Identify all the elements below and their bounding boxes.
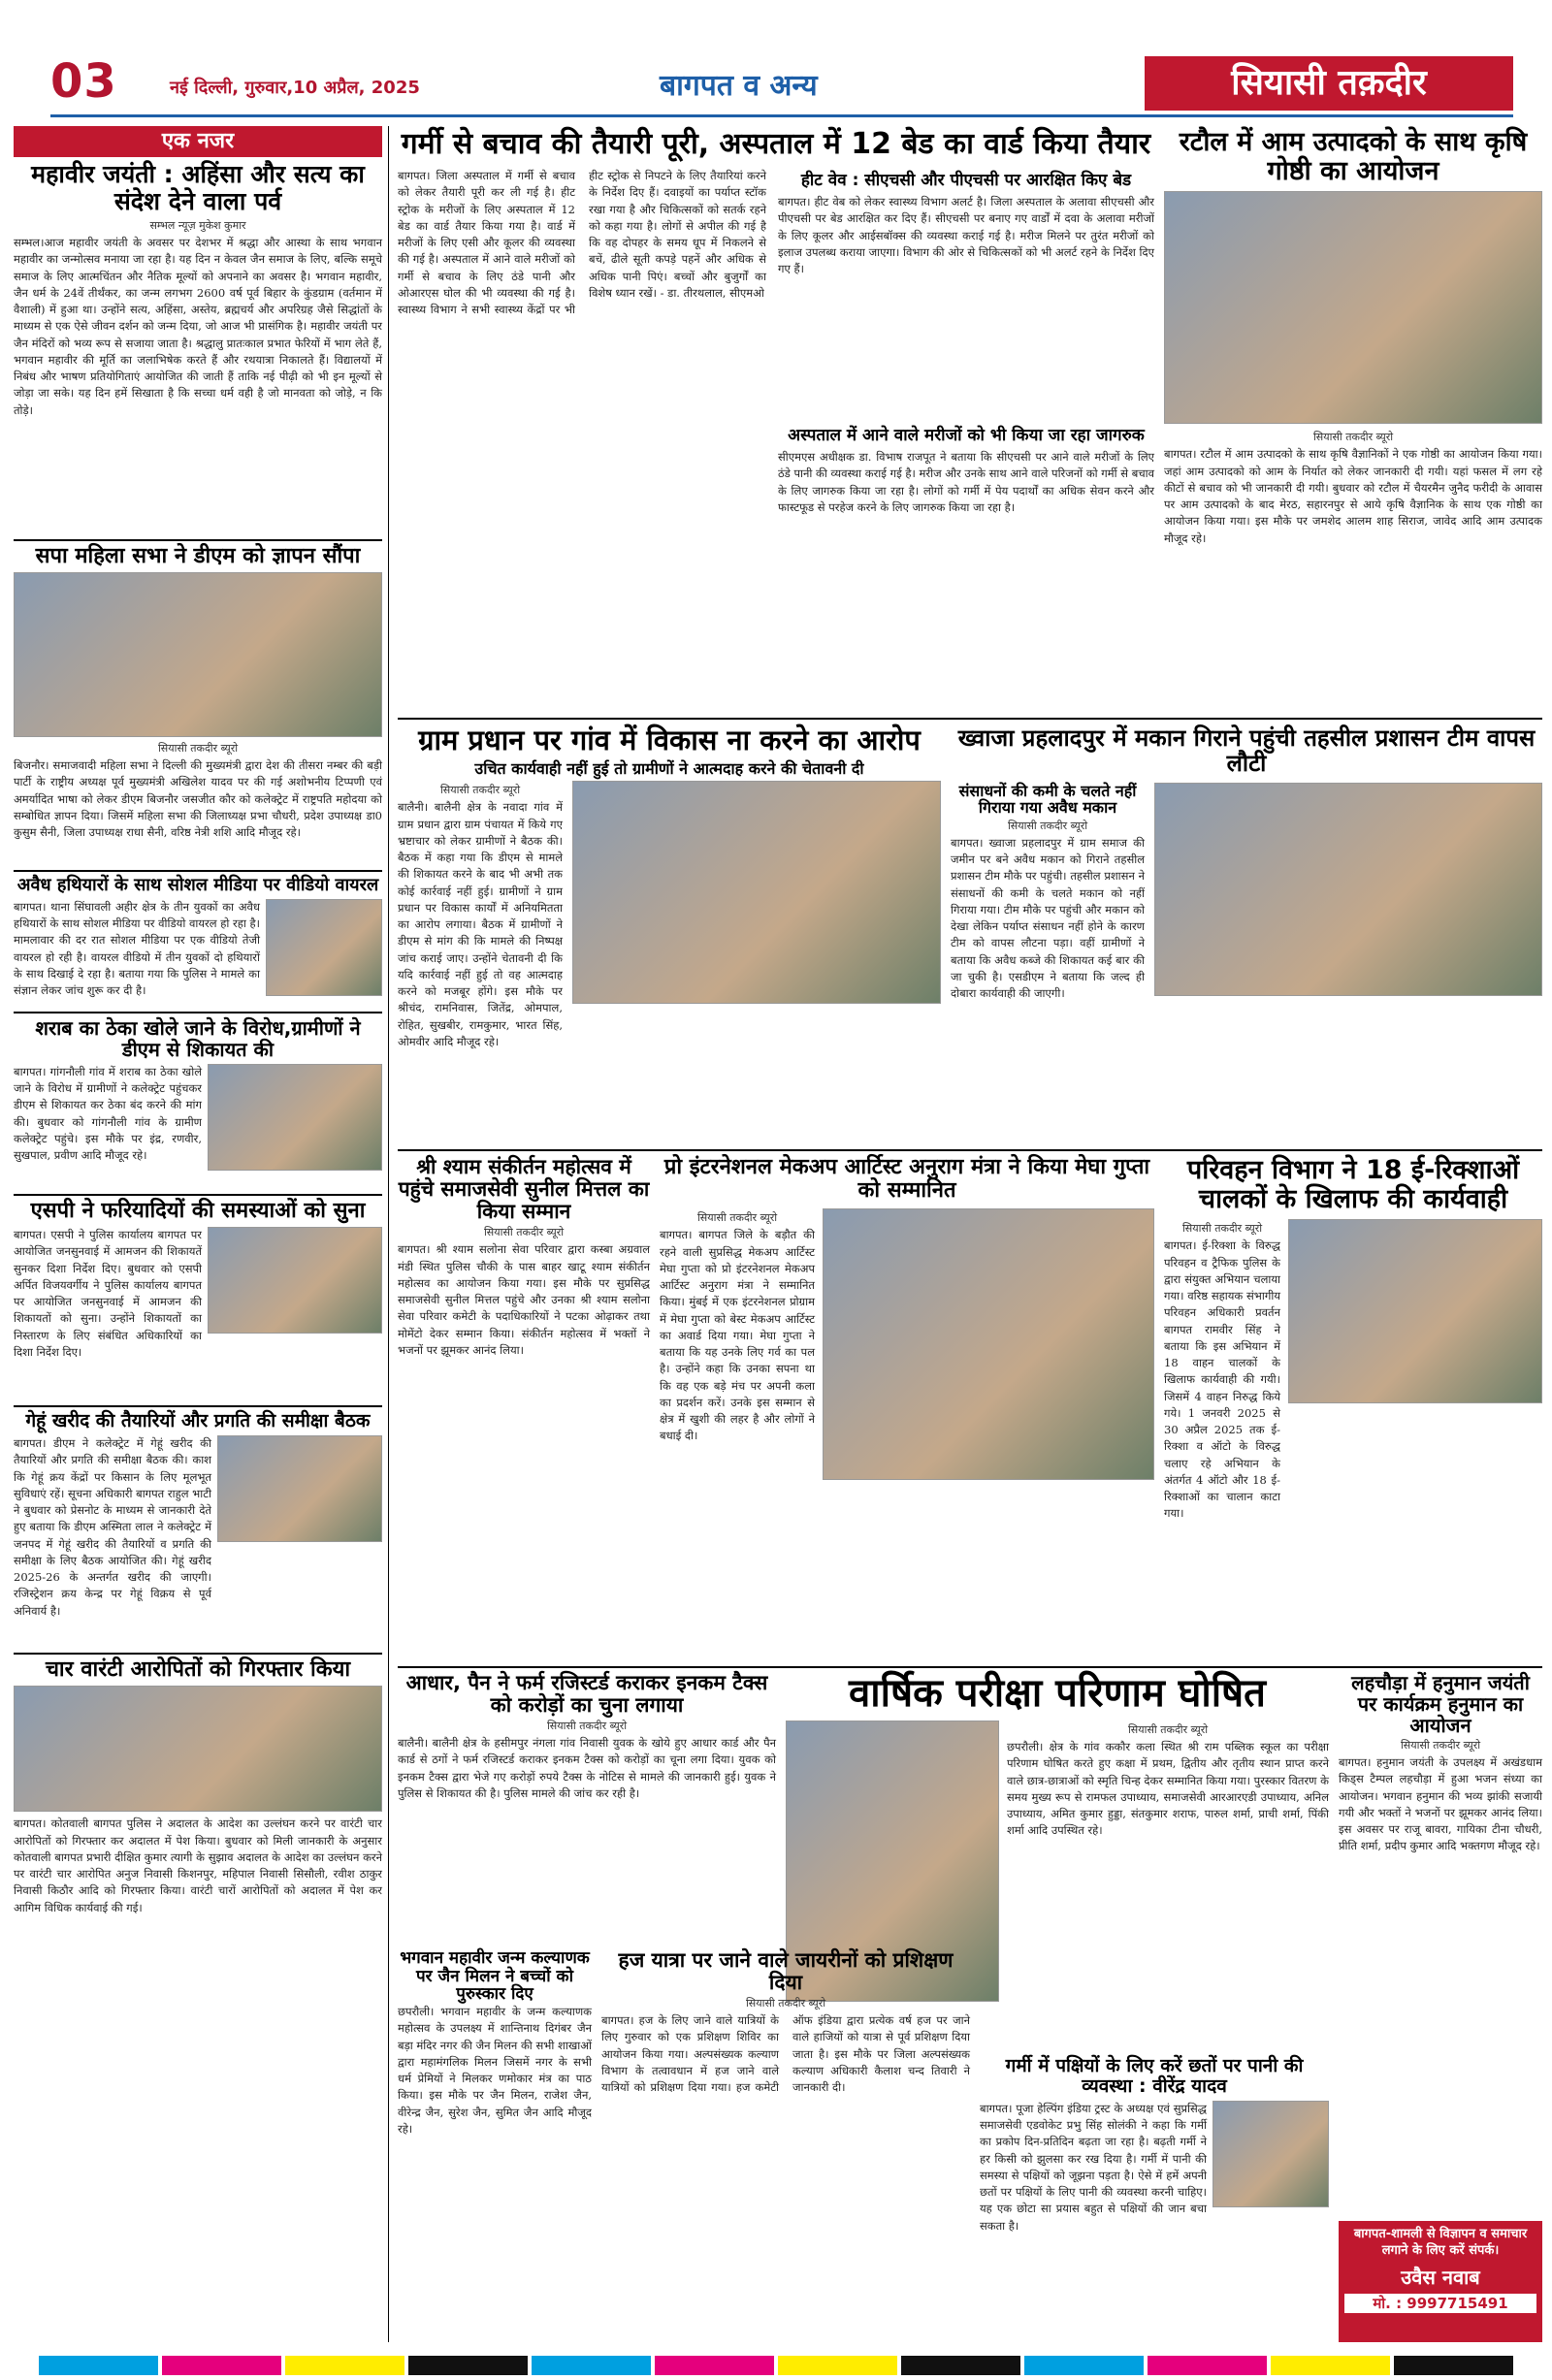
news-photo	[1154, 783, 1542, 996]
color-swatch	[1271, 2356, 1390, 2375]
lead-story	[398, 128, 1154, 710]
sub-headline: संसाधनों की कमी के चलते नहीं गिराया गया अवैध मकान	[958, 781, 1137, 818]
article-title: लहचौड़ा में हनुमान जयंती पर कार्यक्रम हनुमान का आयोजन	[1351, 1671, 1530, 1737]
byline: सियासी तकदीर ब्यूरो	[1181, 1222, 1263, 1236]
byline: सियासी तकदीर ब्यूरो	[483, 1226, 565, 1239]
row-divider	[398, 718, 1542, 720]
color-swatch	[901, 2356, 1020, 2375]
article-title: आधार, पैन ने फर्म रजिस्टर्ड कराकर इनकम टैक्स को करोड़ों का चुना लगाया	[405, 1671, 768, 1718]
byline: सियासी तकदीर ब्यूरो	[439, 784, 521, 797]
color-swatch	[408, 2356, 528, 2375]
masthead-divider	[50, 114, 1513, 117]
byline: सियासी तकदीर ब्यूरो	[1400, 1739, 1481, 1752]
byline: सियासी तकदीर ब्यूरो	[1007, 819, 1088, 832]
article-body: बागपत। डीएम ने कलेक्ट्रेट में गेहूं खरीद की तैयारियों और प्रगति की समीक्षा बैठक की। काश कि गेहूं क्रय केंद्रों पर किसान के लिए मूलभूत सुविधाएं रहें। सूचना अधिकारी बागपत राहुल भाटी ने बुधवार को प्रेसनोट के माध्यम से जानकारी देते हुए बताया कि डीएम अस्मिता लाल ने कलेक्ट्रेट में जनपद में गेहूं खरीद की तैयारियों व प्रगति की समीक्षा के लिए बैठक आयोजित की। गेहूं खरीद 2025-26 के अन्तर्गत खरीद की जाएगी। रजिस्ट्रेशन क्रय केन्द्र पर गेहूं विक्रय से पूर्व अनिवार्य है।	[14, 1436, 211, 1618]
news-photo	[14, 1686, 382, 1812]
color-swatch	[532, 2356, 651, 2375]
article-body: बागपत। गांगनौली गांव में शराब का ठेका खोले जाने के विरोध में ग्रामीणों ने कलेक्ट्रेट पहुंचकर डीएम से शिकायत कर ठेका बंद करने की मांग की। बुधवार को गांगनौली गांव के ग्रामीण कलेक्ट्रेट पहुंचे। इस मौके पर इंद्र, रणवीर, सुखपाल, प्रवीण आदि मौजूद रहे।	[14, 1064, 202, 1163]
lead-headline: गर्मी से बचाव की तैयारी पूरी, अस्पताल में 12 बेड का वार्ड किया तैयार	[401, 127, 1151, 161]
article-title: हज यात्रा पर जाने वाले जायरीनों को प्रशिक्षण दिया	[618, 1948, 954, 1995]
article-body: सम्भल।आज महावीर जयंती के अवसर पर देशभर में श्रद्धा और आस्था के साथ भगवान महावीर का जन्मोत्सव मनाया जा रहा है। यह दिन न केवल जैन समाज के लिए, बल्कि समूचे समाज के लिए आत्मचिंतन और नैतिक मूल्यों को अपनाने का अवसर है। भगवान महावीर, जैन धर्म के 24वें तीर्थंकर, का जन्म लगभग 2600 वर्ष पूर्व बिहार के कुंडग्राम (वर्तमान में वैशाली) में हुआ था। उन्होंने सत्य, अहिंसा, अस्तेय, ब्रह्मचर्य और अपरिग्रह जैसे सिद्धांतों के माध्यम से एक ऐसे जीवन दर्शन को जन्म दिया, जो आज भी प्रासंगिक है। महावीर जयंती पर जैन मंदिरों को भव्य रूप से सजाया जाता है। श्रद्धालु प्रातःकाल प्रभात फेरियों में भाग लेते हैं, भगवान महावीर की मूर्ति का जलाभिषेक करते हैं और रथयात्रा निकालते हैं। विद्यालयों में निबंध और भाषण प्रतियोगिताएं आयोजित की जाती हैं ताकि नई पीढ़ी को भी इन मूल्यों से जोड़ा जा सके। यह दिन हमें सिखाता है कि सच्चा धर्म वही है जो मानवता को जोड़े, न कि तोड़े।	[14, 236, 382, 417]
color-swatch	[778, 2356, 897, 2375]
news-photo	[266, 899, 382, 996]
article-body: बागपत। थाना सिंघावली अहीर क्षेत्र के तीन युवकों का अवैध हथियारों के साथ सोशल मीडिया पर वीडियो वायरल हो रहा है। मामलावार की दर रात सोशल मीडिया पर एक वीडियो तेजी वायरल हो रही है। वायरल वीडियो में तीन युवकों दो हथियारों के साथ दिखाई दे रहा है। बताया गया कि पुलिस ने मामले का संज्ञान लेकर जांच शुरू कर दी है।	[14, 899, 260, 998]
article-body: बागपत। हनुमान जयंती के उपलक्ष्य में अखंडधाम किड्स टैम्पल लहचौड़ा में हुआ भजन संध्या का आयोजन। भगवान हनुमान की भव्य झांकी सजायी गयी और भक्तों ने भजनों पर झूमकर आनंद लिया। इस अवसर पर राजू बावरा, गायिका टीना चौधरी, प्रीति शर्मा, प्रदीप कुमार आदि भक्तगण मौजूद रहे।	[1339, 1755, 1542, 1853]
article-body: बालैनी। बालैनी क्षेत्र के हसीमपुर नंगला गांव निवासी युवक के खोये हुए आधार कार्ड और पैन कार्ड से ठगों ने फर्म रजिस्टर्ड कराकर इनकम टैक्स को करोड़ों का चूना लगा दिया। युवक को इनकम टैक्स द्वारा भेजे गए करोड़ों रुपये टैक्स के नोटिस से मामले की जानकारी हुई। युवक ने पुलिस से शिकायत की है। पुलिस मामले की जांच कर रही है।	[398, 1736, 776, 1800]
pradhan-story	[398, 725, 941, 1142]
news-photo	[208, 1227, 382, 1334]
hanuman-story	[1339, 1672, 1542, 2215]
eriksha-story	[1164, 1156, 1542, 1660]
article-body: बागपत। श्री श्याम सलोना सेवा परिवार द्वारा कस्बा अग्रवाल मंडी स्थित पुलिस चौकी के पास बाहर खाटू श्याम संकीर्तन महोत्सव का आयोजन किया गया। इस मौके पर सुप्रसिद्ध समाजसेवी सुनील मित्तल पहुंचे और उनका श्री श्याम सलोना सेवा परिवार कमेटी के पदाधिकारियों ने पटका ओढ़ाकर तथा मोमेंटो देकर सम्मान किया। संकीर्तन महोत्सव में भक्तों ने भजनों पर झूमकर आनंद लिया।	[398, 1242, 650, 1357]
makeup-story	[660, 1156, 1154, 1660]
article-body: बागपत। ख्वाजा प्रहलादपुर में ग्राम समाज की जमीन पर बने अवैध मकान को गिराने तहसील प्रशासन टीम मौके पर पहुंची। तहसील प्रशासन ने संसाधनों की कमी के चलते मकान को नहीं गिराया गया। टीम मौके पर पहुंची और मकान को देखा लेकिन पर्याप्त संसाधन नहीं होने के कारण टीम को वापस लौटना पड़ा। वहीं ग्रामीणों ने बताया कि अवैध कब्जे की शिकायत कई बार की जा चुकी है। एसडीएम ने बताया कि जल्द ही दोबारा कार्यवाही की जाएगी।	[951, 835, 1145, 1001]
article-title: रटौल में आम उत्पादको के साथ कृषि गोष्ठी का आयोजन	[1179, 127, 1528, 186]
article-title: चार वारंटी आरोपितों को गिरफ्तार किया	[14, 1653, 382, 1682]
column-divider	[388, 126, 389, 2342]
byline: सियासी तकदीर ब्यूरो	[1127, 1723, 1209, 1736]
article-title: ग्राम प्रधान पर गांव में विकास ना करने का आरोप	[418, 724, 921, 756]
article-title: परिवहन विभाग ने 18 ई-रिक्शाओं चालकों के खिलाफ की कार्यवाही	[1186, 1155, 1520, 1214]
section-title: बागपत व अन्य	[660, 69, 818, 103]
krishi-story	[1164, 128, 1542, 710]
article-body: बिजनौर। समाजवादी महिला सभा ने दिल्ली की मुख्यमंत्री द्वारा देश की तीसरा नम्बर की बड़ी पार्टी के राष्ट्रीय अध्यक्ष पूर्व मुख्यमंत्री अखिलेश यादव पर की गई अशोभनीय टिप्पणी एवं अमर्यादित भाषा को लेकर डीएम बिजनौर जसजीत कौर को कलेक्ट्रेट में राष्ट्रपति महोदया को सम्बोधित ज्ञापन दिया। जिसमें महिला सभा की जिलाध्यक्ष प्रभा चौधरी, प्रदेश उपाध्यक्ष डा0 कुसुम सैनी, जिला उपाध्यक्ष राधा सैनी, वरिष्ठ नेत्री शशि आदि मौजूद रहे।	[14, 758, 382, 840]
row-divider	[398, 1666, 1542, 1668]
article-body: बागपत। हीट वेब को लेकर स्वास्थ्य विभाग अलर्ट है। जिला अस्पताल के अलावा सीएचसी और पीएचसी पर बेड आरक्षित कर दिए हैं। सीएचसी पर बनाए गए वार्डों में दवा के अलावा मरीजों के लिए कूलर और आईसबॉक्स की व्यवस्था कराई गई है। मरीज मिलने पर तुरंत मरीजों को इलाज उपलब्ध कराया जाएगा। विभाग की ओर से चिकित्सकों को भी अलर्ट रहने के निर्देश दिए गए हैं।	[778, 195, 1154, 275]
row-divider	[398, 1149, 1542, 1151]
article-title: श्री श्याम संकीर्तन महोत्सव में पहुंचे समाजसेवी सुनील मित्तल का किया सम्मान	[398, 1155, 650, 1224]
ad-contact-mobile: मो. : 9997715491	[1344, 2294, 1536, 2313]
article-body: बागपत। ई-रिक्शा के विरुद्ध परिवहन व ट्रैफिक पुलिस के द्वारा संयुक्त अभियान चलाया गया। वरिष्ठ सहायक संभागीय परिवहन अधिकारी प्रवर्तन बागपत रामवीर सिंह ने बताया कि इस अभियान में 18 वाहन चालकों के खिलाफ कार्यवाही की गयी। जिसमें 4 वाहन निरुद्ध किये गये। 1 जनवरी 2025 से 30 अप्रैल 2025 तक ई-रिक्शा व ऑटो के विरुद्ध चलाए रहे अभियान के अंतर्गत 4 ऑटो और 18 ई-रिक्शाओं का चालान काटा गया।	[1164, 1238, 1280, 1521]
color-swatch	[655, 2356, 774, 2375]
color-swatch	[1394, 2356, 1513, 2375]
article-body: छपरौली। भगवान महावीर के जन्म कल्याणक महोत्सव के उपलक्ष्य में शान्तिनाथ दिगंबर जैन बड़ा मंदिर नगर की जैन मिलन की सभी शाखाओं द्वारा महामंगलिक मिलन जिसमें नगर के सभी धर्म प्रेमियों ने मिलकर णमोकार मंत्र का पाठ किया। इस मौके पर जैन मिलन, राजेश जैन, वीरेन्द्र जैन, सुरेश जैन, सुमित जैन आदि मौजूद रहे।	[398, 2005, 592, 2136]
news-photo	[14, 572, 382, 737]
article-body: बागपत। बागपत जिले के बड़ौत की रहने वाली सुप्रसिद्ध मेकअप आर्टिस्ट मेघा गुप्ता को प्रो इंटरनेशनल मेकअप आर्टिस्ट अनुराग मंत्रा ने सम्मानित किया। मुंबई में एक इंटरनेशनल प्रोग्राम में मेघा गुप्ता को बेस्ट मेकअप आर्टिस्ट का अवार्ड दिया गया। मेघा गुप्ता ने बताया कि यह उनके लिए गर्व का पल है। उन्होंने कहा कि उनका सपना था कि वह एक बड़े मंच पर अपनी कला का प्रदर्शन करें। उनके इस सम्मान से क्षेत्र में खुशी की लहर है और लोगों ने बधाई दी।	[660, 1228, 815, 1443]
khwaja-story	[951, 725, 1542, 1142]
article-title: ख्वाजा प्रहलादपुर में मकान गिराने पहुंची तहसील प्रशासन टीम वापस लौटी	[957, 724, 1536, 778]
article-title: शराब का ठेका खोले जाने के विरोध,ग्रामीणों ने डीएम से शिकायत की	[14, 1012, 382, 1060]
print-color-bar	[0, 2352, 1552, 2380]
mahavir-jain-story	[398, 1949, 592, 2342]
article-body: बागपत। पूजा हेल्पिंग इंडिया ट्रस्ट के अध्यक्ष एवं सुप्रसिद्ध समाजसेवी एडवोकेट प्रभु सिंह सोलंकी ने कहा कि गर्मी का प्रकोप दिन-प्रतिदिन बढ़ता जा रहा है। बढ़ती गर्मी ने हर किसी को झुलसा कर रख दिया है। गर्मी में पानी की समस्या से पक्षियों को जूझना पड़ता है। ऐसे में हमें अपनी छतों पर पक्षियों के लिए पानी की व्यवस्था करनी चाहिए। यह एक छोटा सा प्रयास बहुत से पक्षियों की जान बचा सकता है।	[980, 2101, 1207, 2233]
article-body: बागपत। रटौल में आम उत्पादको के साथ कृषि वैज्ञानिकों ने एक गोष्ठी का आयोजन किया गया। जहां आम उत्पादको को आम के निर्यात को लेकर जानकारी दी गयी। यहां फसल में लग रहे कीटों से बचाव को भी जानकारी दी गयी। बुधवार को रटौल में चैयरमैन जुनैद फरीदी के आवास पर आम उत्पादको के बाद मेरठ, सहारनपुर से आये कृषि वैज्ञानिक के साथ एक गोष्ठी का आयोजन किया गया। इस मौके पर जमशेद आलम शाह सिराज, जावेद आदि आम उत्पादक मौजूद रहे।	[1164, 447, 1542, 545]
ek-nazar-column	[14, 126, 382, 2342]
article-title: गेहूं खरीद की तैयारियों और प्रगति की समीक्षा बैठक	[14, 1405, 382, 1431]
paani-story	[980, 2056, 1329, 2342]
article-title: वार्षिक परीक्षा परिणाम घोषित	[849, 1671, 1266, 1716]
article-body: बागपत। हज के लिए जाने वाले यात्रियों के लिए गुरुवार को एक प्रशिक्षण शिविर का आयोजन किया गया। अल्पसंख्यक कल्याण विभाग के तत्वावधान में हज जाने वाले यात्रियों को प्रशिक्षण दिया गया। हज कमेटी ऑफ इंडिया द्वारा प्रत्येक वर्ष हज पर जाने वाले हाजियों को यात्रा से पूर्व प्रशिक्षण दिया जाता है। इस मौके पर जिला अल्पसंख्यक कल्याण अधिकारी कैलाश चन्द तिवारी ने जानकारी दी।	[601, 2013, 970, 2095]
byline: सियासी तकदीर ब्यूरो	[546, 1720, 628, 1733]
color-swatch	[1148, 2356, 1267, 2375]
article-title: अवैध हथियारों के साथ सोशल मीडिया पर वीडियो वायरल	[14, 870, 382, 895]
article-title: सपा महिला सभा ने डीएम को ज्ञापन सौंपा	[14, 539, 382, 568]
article-body: सीएमएस अधीक्षक डा. विभाष राजपूत ने बताया कि सीएचसी पर आने वाले मरीजों के लिए ठंडे पानी की व्यवस्था कराई गई है। मरीज और उनके साथ आने वाले परिजनों को गर्मी से बचाव के लिए जागरुक किया जा रहा है। लोगों को गर्मी में पेय पदार्थों का अधिक सेवन करने और फास्टफूड से परहेज करने के लिए जागरुक किया जा रहा है।	[778, 450, 1154, 514]
ad-contact-name: उवैस नवाब	[1401, 2265, 1480, 2289]
ad-text: बागपत-शामली से विज्ञापन व समाचार लगाने के लिए करें संपर्क।	[1353, 2227, 1528, 2258]
article-title: भगवान महावीर जन्म कल्याणक पर जैन मिलन ने बच्चों को पुरुस्कार दिए	[400, 1948, 590, 2005]
sub-headline: अस्पताल में आने वाले मरीजों को भी किया जा रहा जागरुक	[788, 426, 1145, 445]
article-title: एसपी ने फरियादियों की समस्याओं को सुना	[14, 1194, 382, 1223]
photo-caption: सियासी तकदीर ब्यूरो	[1312, 431, 1394, 444]
kirtan-story	[398, 1156, 650, 1660]
news-photo	[1212, 2101, 1329, 2207]
article-title: महावीर जयंती : अहिंसा और सत्य का संदेश देने वाला पर्व	[31, 160, 365, 215]
news-photo	[1288, 1219, 1542, 1403]
article-body: बागपत। जिला अस्पताल में गर्मी से बचाव को लेकर तैयारी पूरी कर ली गई है। हीट स्ट्रोक के मरीजों के लिए अस्पताल में 12 बेड का वार्ड तैयार किया गया है। वार्ड में मरीजों के लिए एसी और कूलर की व्यवस्था की गई है। अस्पताल में आने वाले मरीजों को गर्मी से बचाव के लिए ठंडे पानी और ओआरएस घोल की भी व्यवस्था की गई है। स्वास्थ्य विभाग ने सभी स्वास्थ्य केंद्रों पर भी हीट स्ट्रोक से निपटने के लिए तैयारियां करने के निर्देश दिए हैं। दवाइयों का पर्याप्त स्टॉक रखा गया है और चिकित्सकों को सतर्क रहने को कहा गया है। लोगों से अपील की गई है कि वह दोपहर के समय धूप में निकलने से बचें, ढीले सूती कपड़े पहनें और अधिक से अधिक पानी पिएं। बच्चों और बुजुर्गों का विशेष ध्यान रखें। - डा. तीरथलाल, सीएमओ	[398, 169, 766, 316]
color-swatch	[285, 2356, 404, 2375]
article-body: बालैनी। बालैनी क्षेत्र के नवादा गांव में ग्राम प्रधान द्वारा ग्राम पंचायत में किये गए भ्रष्टाचार को लेकर ग्रामीणों ने बैठक की। बैठक में कहा गया कि डीएम से मामले की शिकायत करने के बाद भी अभी तक कोई कार्रवाई नहीं हुई। ग्रामीणों ने ग्राम प्रधान पर विकास कार्यों में अनियमितता का आरोप लगाया। बैठक में ग्रामीणों ने डीएम से मांग की कि मामले की निष्पक्ष जांच कराई जाए। उन्होंने चेतावनी दी कि यदि कार्रवाई नहीं हुई तो वह आत्मदाह करने को मजबूर होंगे। इस मौके पर श्रीचंद, रामनिवास, जितेंद्र, ओमपाल, रोहित, सुखबीर, रामकुमार, भारत सिंह, ओमवीर आदि मौजूद रहे।	[398, 800, 563, 1048]
article-body: बागपत। कोतवाली बागपत पुलिस ने अदालत के आदेश का उल्लंघन करने पर वारंटी चार आरोपितों को गिरफ्तार कर अदालत में पेश किया। बुधवार को मिली जानकारी के अनुसार कोतवाली बागपत प्रभारी दीक्षित कुमार त्यागी के सुझाव अदालत के आदेश का उल्लंघन करने पर वारंटी चार आरोपित अनुज निवासी किशनपुर, महिपाल निवासी सिसौली, रवीश ठाकुर निवासी किठौर आदि को गिरफ्तार किया। वारंटी चारों आरोपितों को अदालत में पेश कर आगिम विधिक कार्यवाई की गई।	[14, 1817, 382, 1914]
color-swatch	[39, 2356, 158, 2375]
sub-headline: हीट वेव : सीएचसी और पीएचसी पर आरक्षित किए बेड	[800, 171, 1132, 190]
hajj-story	[601, 1949, 970, 2342]
article-body: छपरौली। क्षेत्र के गांव ककौर कला स्थित श्री राम पब्लिक स्कूल का परीक्षा परिणाम घोषित करते हुए कक्षा में प्रथम, द्वितीय और तृतीय स्थान प्राप्त करने वाले छात्र-छात्राओं को स्मृति चिन्ह देकर सम्मानित किया गया। पुरस्कार वितरण के समय मुख्य रूप से रामफल उपाध्याय, समाजसेवी आरआरएडी उपाध्याय, अनिल उपाध्याय, अमित कुमार हुड्डा, संतकुमार शराफ, पारुल शर्मा, प्राची शर्मा, पिंकी शर्मा आदि उपस्थित रहे।	[1007, 1740, 1329, 1838]
news-photo	[1164, 191, 1542, 424]
news-photo	[208, 1064, 382, 1171]
byline: सम्भल न्यूज़ मुकेश कुमार	[149, 219, 246, 232]
article-body: बागपत। एसपी ने पुलिस कार्यालय बागपत पर आयोजित जनसुनवाई में आमजन की शिकायतें सुनकर दिशा निर्देश दिए। बुधवार को एसपी अर्पित विजयवर्गीय ने पुलिस कार्यालय बागपत पर आयोजित जनसुनवाई में आमजन की शिकायतों को सुना। उन्होंने शिकायतों का निस्तारण के लिए संबंधित अधिकारियों का दिशा निर्देश दिए।	[14, 1228, 202, 1359]
section-banner: सियासी तक़दीर	[1145, 56, 1513, 111]
article-title: प्रो इंटरनेशनल मेकअप आर्टिस्ट अनुराग मंत्रा ने किया मेघा गुप्ता को सम्मानित	[663, 1155, 1150, 1204]
masthead	[0, 0, 1552, 116]
advertisement-box	[1339, 2221, 1542, 2342]
photo-caption: सियासी तकदीर ब्यूरो	[157, 742, 239, 756]
byline: सियासी तकदीर ब्यूरो	[696, 1211, 778, 1225]
page-number: 03	[50, 54, 117, 109]
byline: सियासी तकदीर ब्यूरो	[745, 1997, 826, 2010]
color-swatch	[1024, 2356, 1144, 2375]
sub-headline: उचित कार्यवाही नहीं हुई तो ग्रामीणों ने आत्मदाह करने की चेतावनी दी	[474, 758, 864, 778]
article-title: गर्मी में पक्षियों के लिए करें छतों पर पानी की व्यवस्था : वीरेंद्र यादव	[1005, 2055, 1304, 2097]
issue-date: नई दिल्ली, गुरुवार,10 अप्रैल, 2025	[170, 78, 420, 98]
aadhar-story	[398, 1672, 776, 1944]
color-swatch	[162, 2356, 281, 2375]
news-photo	[572, 781, 941, 1004]
news-photo	[823, 1208, 1154, 1480]
ek-nazar-label: एक नजर	[14, 126, 382, 157]
news-photo	[217, 1435, 382, 1542]
